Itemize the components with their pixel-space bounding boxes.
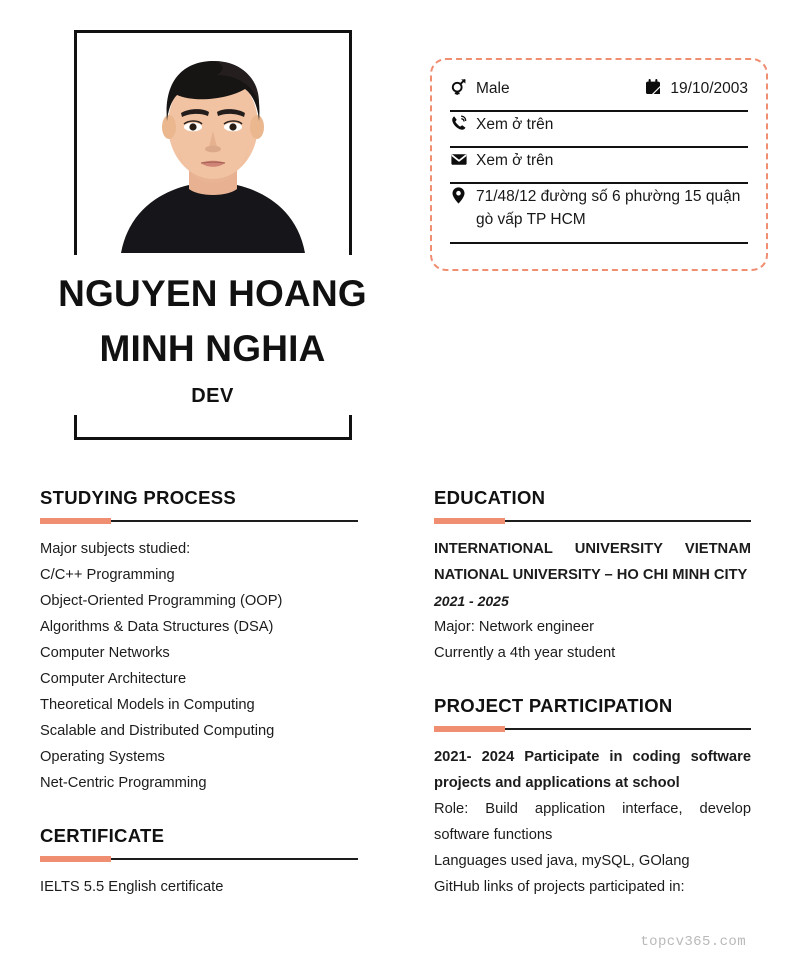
list-item: Scalable and Distributed Computing xyxy=(40,723,275,739)
location-pin-icon xyxy=(450,184,467,206)
phone-icon xyxy=(450,112,467,134)
project-headline: 2021- 2024 Participate in coding software projects and applications at school xyxy=(434,749,751,791)
portrait-photo-icon xyxy=(77,33,349,253)
list-item: Computer Networks xyxy=(40,645,170,661)
contact-address-value: 71/48/12 đường số 6 phường 15 quận gò vấp TP HCM xyxy=(476,188,741,228)
section-rule xyxy=(434,726,751,732)
education-major: Major: Network engineer xyxy=(434,619,594,635)
list-item: Theoretical Models in Computing xyxy=(40,697,255,713)
section-title: STUDYING PROCESS xyxy=(40,487,236,508)
education-school: INTERNATIONAL UNIVERSITY VIETNAM NATIONAL UNIVERSITY – HO CHI MINH CITY xyxy=(434,541,751,583)
section-body xyxy=(434,536,751,666)
contact-gender xyxy=(450,76,644,100)
list-item: Object-Oriented Programming (OOP) xyxy=(40,593,283,609)
section-body xyxy=(40,874,358,900)
section-title: PROJECT PARTICIPATION xyxy=(434,695,673,716)
section-rule xyxy=(40,518,358,524)
profile-header xyxy=(0,0,425,455)
list-item: Computer Architecture xyxy=(40,671,187,687)
photo-frame-bottom xyxy=(74,415,352,440)
section-studying-process xyxy=(40,486,358,796)
list-item: IELTS 5.5 English certificate xyxy=(40,879,224,895)
section-rule xyxy=(40,856,358,862)
contact-email xyxy=(450,148,748,172)
gender-icon xyxy=(450,76,467,98)
list-item: Algorithms & Data Structures (DSA) xyxy=(40,619,274,635)
right-column xyxy=(434,486,751,900)
contact-row-phone xyxy=(450,112,748,148)
section-body xyxy=(434,744,751,900)
section-education xyxy=(434,486,751,666)
contact-email-value: Xem ở trên xyxy=(476,152,554,169)
contact-card xyxy=(430,58,768,271)
contact-gender-value: Male xyxy=(476,80,510,97)
list-item: C/C++ Programming xyxy=(40,567,175,583)
section-title: EDUCATION xyxy=(434,487,546,508)
contact-row-gender-birthday xyxy=(450,76,748,112)
project-role: Role: Build application interface, develop software functions xyxy=(434,801,751,843)
section-rule xyxy=(434,518,751,524)
section-title: CERTIFICATE xyxy=(40,825,165,846)
section-body xyxy=(40,536,358,796)
education-status: Currently a 4th year student xyxy=(434,645,616,661)
contact-phone xyxy=(450,112,748,136)
section-certificate xyxy=(40,824,358,900)
watermark: topcv365.com xyxy=(640,934,746,950)
profile-job-title: DEV xyxy=(191,385,234,407)
contact-address xyxy=(450,184,748,231)
contact-row-address xyxy=(450,184,748,244)
education-years: 2021 - 2025 xyxy=(434,593,509,609)
contact-phone-value: Xem ở trên xyxy=(476,116,554,133)
envelope-icon xyxy=(450,148,467,170)
profile-name-line-1: NGUYEN HOANG xyxy=(58,273,367,314)
contact-row-email xyxy=(450,148,748,184)
list-item: Net-Centric Programming xyxy=(40,775,207,791)
contact-birthday xyxy=(644,76,748,100)
profile-name-line-2: MINH NGHIA xyxy=(99,328,326,369)
list-item: Operating Systems xyxy=(40,749,165,765)
project-languages: Languages used java, mySQL, GOlang xyxy=(434,853,690,869)
contact-birthday-value: 19/10/2003 xyxy=(670,80,748,97)
calendar-icon xyxy=(644,76,661,98)
page-title xyxy=(0,266,425,408)
section-project-participation xyxy=(434,694,751,900)
list-item: Major subjects studied: xyxy=(40,541,191,557)
avatar xyxy=(77,33,349,253)
project-github: GitHub links of projects participated in: xyxy=(434,879,685,895)
left-column xyxy=(40,486,358,900)
